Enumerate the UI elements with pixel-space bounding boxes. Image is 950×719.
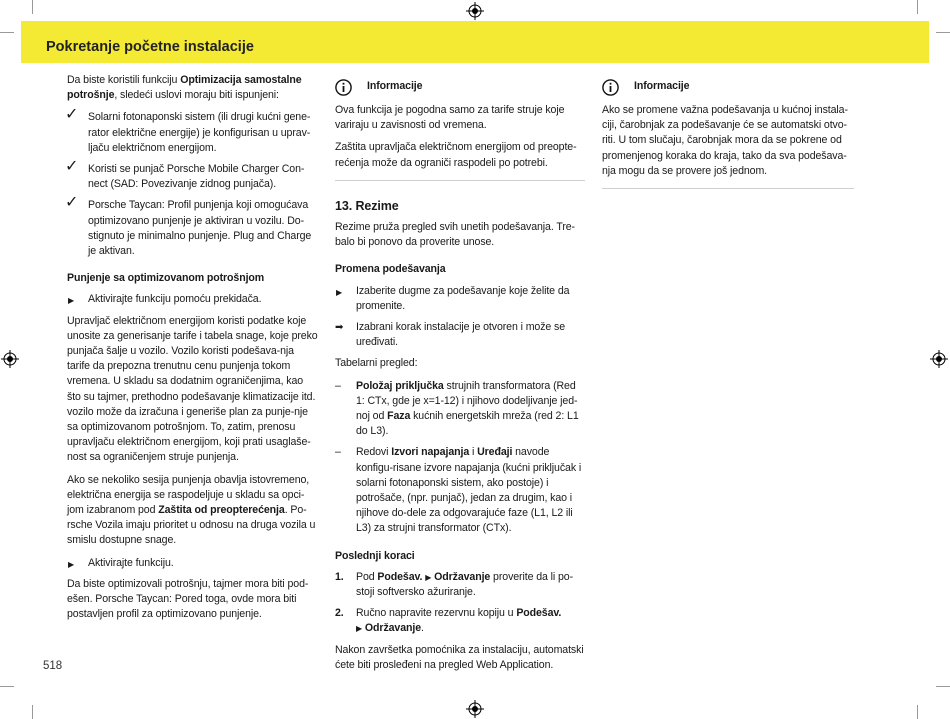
- closing-paragraph: Nakon završetka pomoćnika za instalaciju, automatski ćete biti prosleđeni na pregled Web Application.: [335, 643, 584, 671]
- section-intro: Rezime pruža pregled svih unetih podešavanja. Tre-balo bi ponovo da proverite unose.: [335, 221, 575, 249]
- body-paragraph: Upravljač električnom energijom koristi podatke koje unosite za generisanje tarife i tabela snage, koje preko punjača šalje u vozilo. Vozilo koristi podešava-nja tarife da prepozna trenutnu cenu punjenja tokom vremena. U skladu sa dodatnim ograničenjima, kao što su tajmer, prethodno podešavanje klimatizacije itd. vozilo može da izračuna i generiše plan za punje-nje sa optimizovanom potrošnjom. To, zatim, prenosu upravljaču električnom energijom, koji prati usaglaše-nost sa ograničenjem struje punjenja.: [67, 314, 318, 464]
- triangle-icon: ▶: [68, 559, 75, 569]
- info-text: Zaštita upravljača električnom energijom od preopte-rećenja može da ograniči raspodeli po potrebi.: [335, 141, 577, 169]
- crop-mark: [936, 32, 950, 33]
- column-right: [602, 73, 854, 207]
- column-middle: [335, 73, 585, 680]
- crop-mark: [0, 686, 14, 687]
- subheading-change-settings: Promena podešavanja: [335, 263, 446, 276]
- info-icon: [335, 79, 352, 96]
- condition-item: ✓ Porsche Taycan: Profil punjenja koji omogućava optimizovano punjenje je aktiviran u vozilu. Do-stignuto je minimalno punjenje. Plug and Charge je aktivan.: [65, 194, 312, 258]
- triangle-icon: ▶: [68, 296, 75, 306]
- dash-icon: –: [335, 379, 341, 392]
- action-step: ▶ Aktivirajte funkciju.: [67, 556, 319, 571]
- triangle-icon: ▶: [336, 287, 343, 297]
- crop-mark: [917, 705, 918, 719]
- condition-item: ✓ Solarni fotonaponski sistem (ili drugi kućni gene-rator električne energije) je konfigurisan u uprav-ljaču električnom energijom.: [65, 106, 311, 154]
- body-paragraph: Ako se nekoliko sesija punjenja obavlja istovremeno, električna energija se raspodeljuje u skladu sa opci-jom izabranom pod Zaštita od preopterećenja. Po-rsche Vozila imaju prioritet u odnosu na druga vozila u smislu dostupne snage.: [67, 473, 316, 547]
- info-heading: Informacije: [335, 77, 585, 97]
- dash-item: – Položaj priključka strujnih transformatora (Red 1: CTx, gde je x=1-12) i njihovo dodeljivanje jed-noj od Faza kućnih energetskih mreža (red 2: L1 do L3).: [335, 379, 579, 438]
- crop-mark: [32, 705, 33, 719]
- registration-mark-icon: [466, 2, 484, 20]
- subheading-optimized-charging: Punjenje sa optimizovanom potrošnjom: [67, 272, 265, 285]
- info-text: Ova funkcija je pogodna samo za tarife struje koje variraju u zavisnosti od vremena.: [335, 104, 565, 132]
- info-icon: [602, 79, 619, 96]
- section-heading: 13. Rezime: [335, 198, 399, 213]
- subheading-final-steps: Poslednji koraci: [335, 549, 415, 562]
- intro-paragraph: Da biste koristili funkciju Optimizacija samostalne potrošnje, sledeći uslovi moraju biti ispunjeni:: [67, 74, 302, 102]
- action-step: ▶ Izaberite dugme za podešavanje koje želite da promenite.: [336, 284, 570, 312]
- body-paragraph: Da biste optimizovali potrošnju, tajmer mora biti pod-ešen. Porsche Taycan: Pored toga, ovde mora biti postavljen profil za optimizovano punjenje.: [67, 577, 309, 621]
- numbered-step: 1. Pod Podešav. ▶ Održavanje proverite da li po-stoji softversko ažuriranje.: [335, 570, 574, 599]
- check-icon: ✓: [65, 194, 79, 212]
- info-text: Ako se promene važna podešavanja u kućnoj instala-ciji, čarobnjak za podešavanje će se automatski otvo-riti. U tom slučaju, čarobnjak mora da se pokrene od promenjenog koraka do kraja, tako da sva podešava-nja mogu da se provere još jednom.: [602, 104, 848, 177]
- crop-mark: [0, 32, 14, 33]
- registration-mark-icon: [1, 350, 19, 368]
- column-left: [67, 73, 319, 630]
- numbered-step: 2. Ručno napravite rezervnu kopiju u Podešav. ▶ Održavanje.: [335, 607, 562, 635]
- arrow-right-icon: ➡: [335, 322, 344, 334]
- page-title: Pokretanje početne instalacije: [46, 39, 254, 55]
- check-icon: ✓: [65, 106, 79, 124]
- result-step: ➡ Izabrani korak instalacije je otvoren i može se uređivati.: [335, 321, 566, 349]
- crop-mark: [936, 686, 950, 687]
- info-box: [335, 77, 585, 181]
- page-number: 518: [43, 660, 63, 672]
- crop-mark: [917, 0, 918, 14]
- dash-icon: –: [335, 446, 341, 459]
- table-label: Tabelarni pregled:: [335, 357, 418, 370]
- action-step: ▶ Aktivirajte funkciju pomoću prekidača.: [67, 292, 319, 307]
- condition-item: ✓ Koristi se punjač Porsche Mobile Charger Con-nect (SAD: Povezivanje zidnog punjača).: [65, 158, 305, 191]
- info-box: [602, 77, 854, 189]
- crop-mark: [32, 0, 33, 14]
- check-icon: ✓: [65, 158, 79, 176]
- dash-item: – Redovi Izvori napajanja i Uređaji navode konfigu-risane izvore napajanja (kućni priključak i solarni fotonaponski sistem, ako postoje) i potrošače, (npr. punjač), jedan za drugim, kao i njihove do-dele za odgovarajuće faze (L1, L2 ili L3) za strujni transformator (CTx).: [335, 446, 582, 535]
- registration-mark-icon: [930, 350, 948, 368]
- info-heading: Informacije: [602, 77, 854, 97]
- registration-mark-icon: [466, 700, 484, 718]
- triangle-icon: ▶: [425, 572, 432, 582]
- triangle-icon: ▶: [356, 624, 363, 634]
